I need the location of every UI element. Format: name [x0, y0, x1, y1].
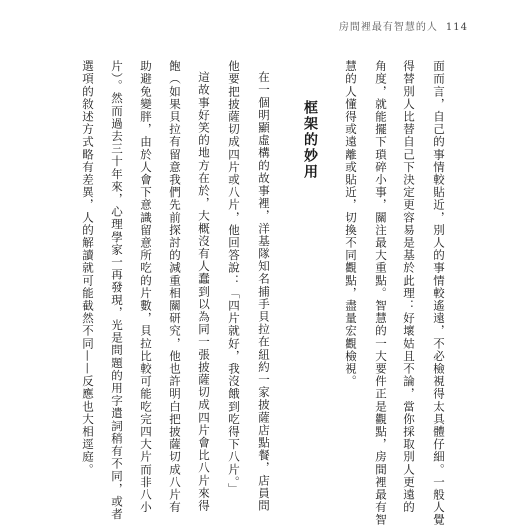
body-text-column: 片）。然而過去三十年來，心理學家一再發現，光是問題的用字遣詞稍有不同，或者 [110, 60, 124, 521]
running-head-title: 房間裡最有智慧的人 [338, 22, 438, 33]
body-text-column: 選項的敘述方式略有差異，人的解讀就可能截然不同——反應也大相逕庭。 [81, 60, 95, 476]
running-head [339, 18, 468, 33]
section-heading: 框架的妙用 [302, 100, 318, 180]
body-text-column: 在一個明顯虛構的故事裡，洋基隊知名捕手貝拉在紐約一家披薩店點餐，店員問 [257, 71, 271, 512]
body-text-column: 這故事好笑的地方在於，大概沒有人蠢到以為同一張披薩切成四片會比八片來得 [197, 71, 211, 512]
body-text-column: 助避免變胖，由於人會下意識留意所吃的片數，貝拉比較可能吃完四大片而非八小 [139, 60, 153, 514]
body-text-column: 飽（如果貝拉有留意我們先前探討的減重相關研究，他也許明白把披薩切成八片有 [168, 60, 182, 514]
body-text-column: 角度，就能擺下瑣碎小事，關注最大重點。智慧的一大要件正是觀點，房間裡最有智 [374, 60, 388, 526]
body-text-column: 慧的人懂得或遠離或貼近，切換不同觀點，盡量宏觀檢視。 [344, 60, 358, 388]
body-text-column: 得替別人比替自己下決定更容易是基於此理：好壞姑且不論，當你採取別人更遠的 [402, 60, 416, 514]
body-text-column: 他要把披薩切成四片或八片，他回答說：「四片就好，我沒餓到吃得下八片。」 [227, 60, 241, 496]
page-number: 114 [445, 22, 468, 33]
body-text-column: 面而言，自己的事情較貼近，別人的事情較遙遠，不必檢視得太具體仔細。一般人覺 [432, 60, 446, 526]
